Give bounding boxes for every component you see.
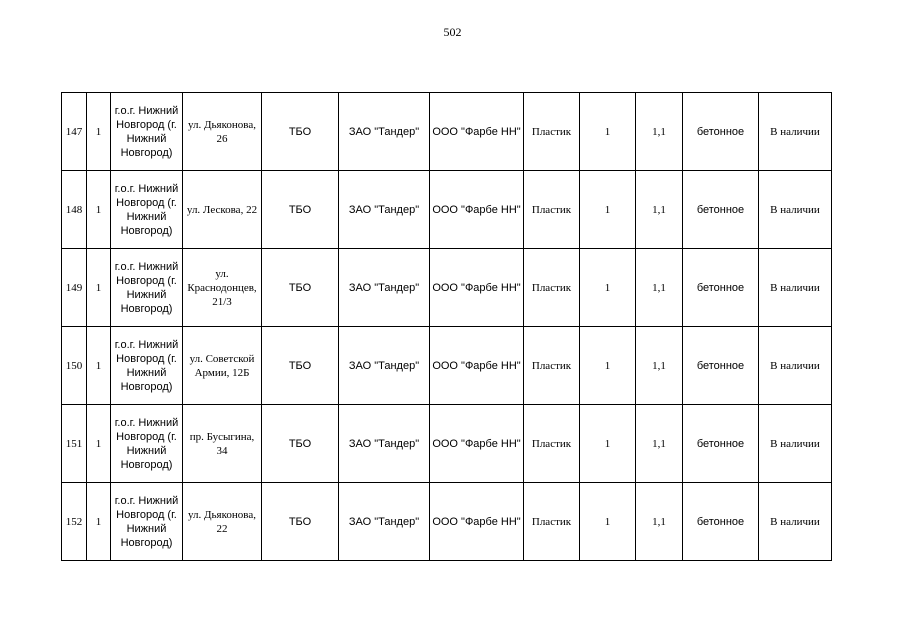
cell-city: г.о.г. Нижний Новгород (г. Нижний Новгород): [111, 327, 183, 405]
cell-availability: В наличии: [759, 327, 832, 405]
cell-operator: ООО "Фарбе НН": [430, 249, 524, 327]
cell-number: 151: [62, 405, 87, 483]
cell-waste-type: ТБО: [262, 93, 339, 171]
cell-material: Пластик: [524, 171, 580, 249]
cell-volume: 1,1: [636, 93, 683, 171]
cell-owner: ЗАО "Тандер": [339, 327, 430, 405]
cell-container-count: 1: [580, 93, 636, 171]
cell-surface: бетонное: [683, 171, 759, 249]
cell-availability: В наличии: [759, 405, 832, 483]
table-row: [62, 405, 832, 483]
cell-number: 147: [62, 93, 87, 171]
table-row: [62, 249, 832, 327]
cell-material: Пластик: [524, 249, 580, 327]
cell-city: г.о.г. Нижний Новгород (г. Нижний Новгород): [111, 249, 183, 327]
cell-material: Пластик: [524, 93, 580, 171]
cell-availability: В наличии: [759, 483, 832, 561]
cell-sequence: 1: [87, 249, 111, 327]
cell-container-count: 1: [580, 483, 636, 561]
cell-sequence: 1: [87, 171, 111, 249]
cell-volume: 1,1: [636, 249, 683, 327]
cell-address: ул. Дьяконова, 26: [183, 93, 262, 171]
cell-sequence: 1: [87, 93, 111, 171]
cell-address: ул. Дьяконова, 22: [183, 483, 262, 561]
cell-city: г.о.г. Нижний Новгород (г. Нижний Новгород): [111, 171, 183, 249]
cell-operator: ООО "Фарбе НН": [430, 405, 524, 483]
cell-sequence: 1: [87, 483, 111, 561]
cell-container-count: 1: [580, 405, 636, 483]
cell-container-count: 1: [580, 327, 636, 405]
cell-number: 152: [62, 483, 87, 561]
cell-waste-type: ТБО: [262, 483, 339, 561]
cell-city: г.о.г. Нижний Новгород (г. Нижний Новгород): [111, 93, 183, 171]
cell-availability: В наличии: [759, 93, 832, 171]
table-body: [62, 93, 832, 561]
cell-owner: ЗАО "Тандер": [339, 249, 430, 327]
table-row: [62, 327, 832, 405]
waste-site-table: [61, 92, 832, 561]
cell-volume: 1,1: [636, 171, 683, 249]
cell-material: Пластик: [524, 405, 580, 483]
table-row: [62, 483, 832, 561]
cell-volume: 1,1: [636, 483, 683, 561]
page-number: 502: [443, 25, 462, 39]
cell-surface: бетонное: [683, 483, 759, 561]
cell-address: ул. Советской Армии, 12Б: [183, 327, 262, 405]
cell-address: ул. Лескова, 22: [183, 171, 262, 249]
cell-city: г.о.г. Нижний Новгород (г. Нижний Новгород): [111, 405, 183, 483]
cell-surface: бетонное: [683, 93, 759, 171]
table-row: [62, 93, 832, 171]
cell-operator: ООО "Фарбе НН": [430, 93, 524, 171]
cell-address: пр. Бусыгина, 34: [183, 405, 262, 483]
cell-availability: В наличии: [759, 171, 832, 249]
cell-sequence: 1: [87, 327, 111, 405]
cell-address: ул. Краснодонцев, 21/3: [183, 249, 262, 327]
cell-number: 149: [62, 249, 87, 327]
cell-owner: ЗАО "Тандер": [339, 93, 430, 171]
cell-availability: В наличии: [759, 249, 832, 327]
cell-owner: ЗАО "Тандер": [339, 405, 430, 483]
cell-operator: ООО "Фарбе НН": [430, 327, 524, 405]
cell-operator: ООО "Фарбе НН": [430, 483, 524, 561]
cell-number: 148: [62, 171, 87, 249]
cell-surface: бетонное: [683, 405, 759, 483]
cell-number: 150: [62, 327, 87, 405]
cell-waste-type: ТБО: [262, 249, 339, 327]
cell-container-count: 1: [580, 171, 636, 249]
cell-material: Пластик: [524, 483, 580, 561]
table-row: [62, 171, 832, 249]
cell-owner: ЗАО "Тандер": [339, 171, 430, 249]
cell-container-count: 1: [580, 249, 636, 327]
cell-city: г.о.г. Нижний Новгород (г. Нижний Новгород): [111, 483, 183, 561]
cell-material: Пластик: [524, 327, 580, 405]
cell-sequence: 1: [87, 405, 111, 483]
cell-surface: бетонное: [683, 249, 759, 327]
cell-waste-type: ТБО: [262, 405, 339, 483]
cell-waste-type: ТБО: [262, 327, 339, 405]
cell-owner: ЗАО "Тандер": [339, 483, 430, 561]
cell-surface: бетонное: [683, 327, 759, 405]
cell-volume: 1,1: [636, 405, 683, 483]
cell-volume: 1,1: [636, 327, 683, 405]
cell-waste-type: ТБО: [262, 171, 339, 249]
cell-operator: ООО "Фарбе НН": [430, 171, 524, 249]
